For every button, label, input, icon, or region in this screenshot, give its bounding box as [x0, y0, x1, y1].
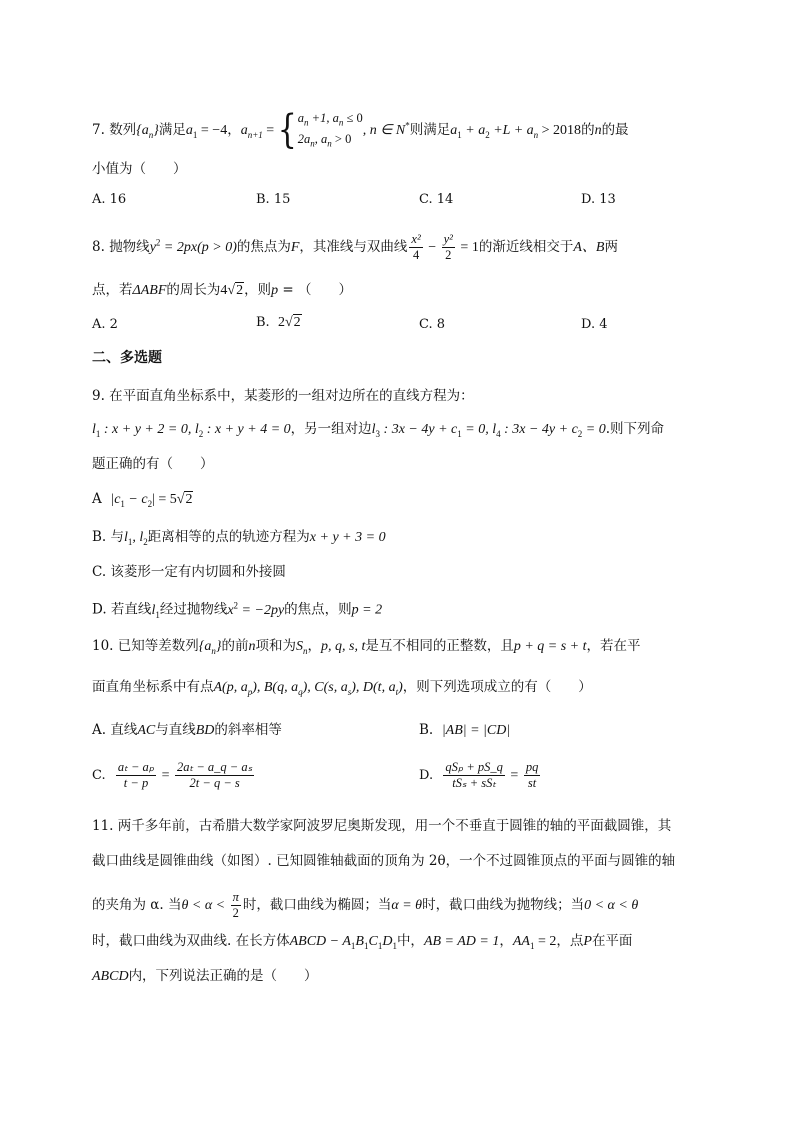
q10-option-b: B. |AB| = |CD|: [419, 722, 511, 738]
q11-line1: 11. 两千多年前，古希腊大数学家阿波罗尼奥斯发现，用一个不垂直于圆锥的轴的平面截圆锥，其: [92, 818, 672, 834]
q11-line3: 的夹角为 α. 当θ < α < $\frac{\pi}{2}$ 时，截口曲线为椭圆；当α = θ时，截口曲线为抛物线；当0 < α < θ: [92, 890, 639, 920]
q10-option-c: C. $\frac{\text{aₜ − aₚ}}{t - p}$ = $\frac{\text{2aₜ − a\_q − aₛ}}{2t - q - s}$: [92, 760, 253, 790]
q7-line2: 小值为（ ）: [92, 161, 187, 177]
q8-option-b: B. 2√2: [256, 315, 301, 330]
q7-option-a: A. 16: [92, 192, 127, 207]
q9-option-a: A $|c_1 - c_2| = 5√2$: [92, 491, 193, 509]
q11-line2: 截口曲线是圆锥曲线（如图）. 已知圆锥轴截面的顶角为 2θ，一个不过圆锥顶点的平面与圆锥的轴: [92, 853, 676, 869]
q9-line1: 9. 在平面直角坐标系中，某菱形的一组对边所在的直线方程为：: [92, 388, 474, 404]
q10-line2: 面直角坐标系中有点A(p, $a_p$), B(q, $a_q$), C(s, $a_s$), D(t, $a_t$)，则下列选项成立的有（ ）: [92, 679, 592, 697]
q11-line5: ABCD内，下列说法正确的是（ ）: [92, 968, 318, 984]
q9-line3: 题正确的有（ ）: [92, 456, 214, 472]
q7-cases: $a_n +1$, $a_n \le 0$ $2a_n$, $a_n > 0$: [297, 111, 363, 148]
q10-line1: 10. 已知等差数列$\{a_n\}$的前n项和为$S_n$，p, q, s, t是互不相同的正整数，且p + q = s + t，若在平: [92, 638, 641, 656]
fraction-c-left: $\frac{\text{aₜ − aₚ}}{t - p}$: [117, 760, 155, 790]
q9-option-d: D. 若直线$l_1$经过抛物线$x^2 = -2py$的焦点，则p = 2: [92, 600, 383, 620]
fraction-d-right: $\frac{pq}{st}$: [525, 760, 539, 790]
q8-option-a: A. 2: [92, 317, 118, 332]
q7-option-c: C. 14: [419, 192, 454, 207]
fraction-x2-over-4: $\frac{\text{x²}}{4}$: [411, 232, 421, 262]
q7-line1: 7. 数列$\{a_n\}$满足$a_1 = -4$，$a_{n+1}$ = { $a_n +1$, $a_n \le 0$ $2a_n$, $a_n > 0$ , n ∈ N*则满足$a_1 + a_2 +L + a_n > 2018$的n的最: [92, 107, 629, 153]
q10-option-a: A. 直线AC与直线BD的斜率相等: [92, 722, 282, 738]
q8-option-d: D. 4: [581, 317, 608, 332]
q8-option-c: C. 8: [419, 317, 446, 332]
q8-line2: 点，若ΔABF的周长为4√2，则p = （ ）: [92, 282, 352, 298]
fraction-d-left: $\frac{\text{qSₚ + pS\_q}}{\text{tSₛ + sSₜ}}$: [445, 760, 503, 790]
fraction-c-right: $\frac{\text{2aₜ − a\_q − aₛ}}{2t - q - s}$: [177, 760, 253, 790]
cases-brace: {: [277, 107, 297, 153]
q7-option-b: B. 15: [256, 192, 291, 207]
q8-line1: 8. 抛物线$y^2 = 2px(p > 0)$的焦点为F，其准线与双曲线 $\frac{\text{x²}}{4}$ − $\frac{\text{y²}}{2}$ = 1的渐近线相交于A、B两: [92, 232, 618, 262]
q10-option-d: D. $\frac{\text{qSₚ + pS\_q}}{\text{tSₛ + sSₜ}}$ = $\frac{pq}{st}$: [419, 760, 539, 790]
q7-option-d: D. 13: [581, 192, 616, 207]
fraction-y2-over-2: $\frac{\text{y²}}{2}$: [443, 232, 453, 262]
q9-option-b: B. 与$l_1$, $l_2$距离相等的点的轨迹方程为x + y + 3 = 0: [92, 529, 386, 547]
q9-line2: $l_1$ : x + y + 2 = 0, $l_2$ : x + y + 4 = 0，另一组对边$l_3$ : $3x - 4y + c_1 = 0$, $l_4$ : $3x - 4y + c_2 = 0$.则下列命: [92, 421, 665, 439]
q11-line4: 时，截口曲线为双曲线. 在长方体ABCD − $A_1B_1C_1D_1$中，AB = AD = 1，$AA_1 = 2$，点P在平面: [92, 933, 633, 951]
section-heading-multi-choice: 二、多选题: [92, 350, 162, 366]
fraction-pi-over-2: $\frac{\pi}{2}$: [232, 890, 239, 920]
q9-option-c: C. 该菱形一定有内切圆和外接圆: [92, 564, 286, 580]
